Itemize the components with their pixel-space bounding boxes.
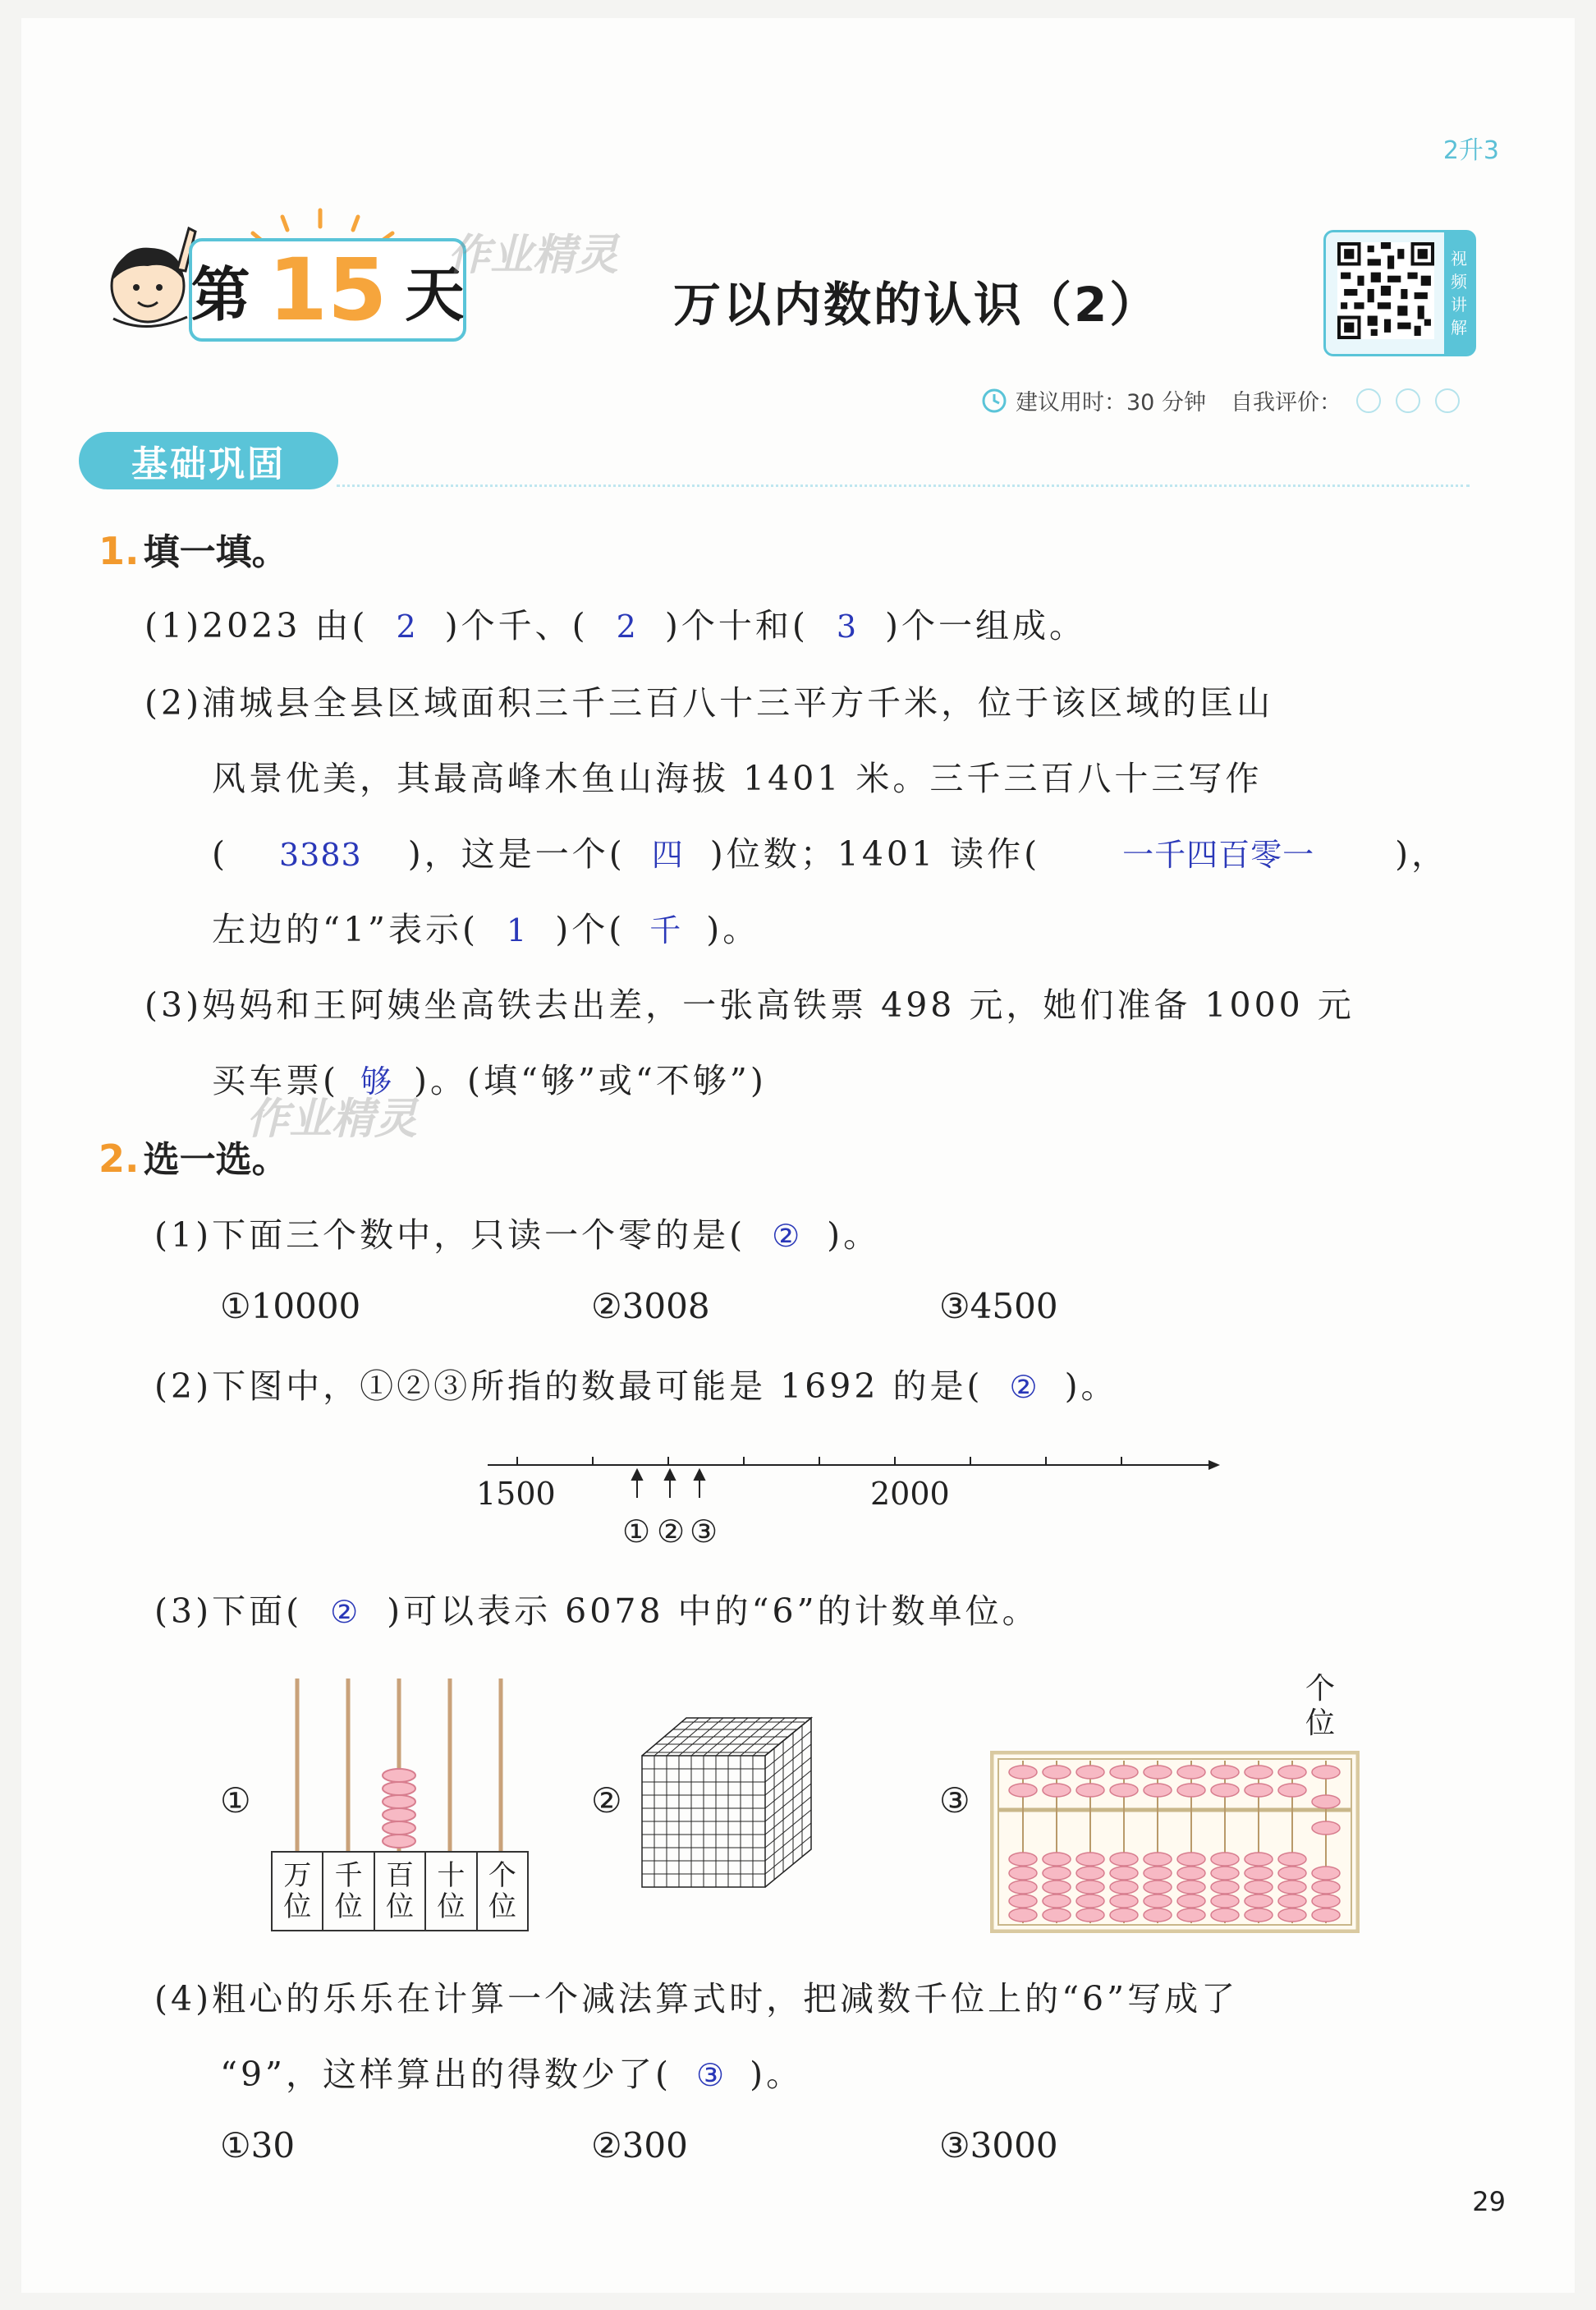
watermark: 作业精灵: [246, 1095, 418, 1144]
smiley-face-icon[interactable]: [1356, 388, 1381, 413]
self-eval-label: 自我评价：: [1230, 390, 1341, 416]
abacus-bead: [1110, 1853, 1138, 1866]
abacus-bead: [1278, 1784, 1306, 1797]
numberline-label-1500: 1500: [476, 1476, 556, 1512]
marker-2: ②: [657, 1513, 686, 1550]
abacus-bead: [1177, 1766, 1205, 1779]
time-hint-bar: [981, 384, 1460, 416]
abacus-bead: [1177, 1881, 1205, 1894]
answer: 2: [616, 608, 637, 645]
abacus-bead: [1076, 1894, 1104, 1908]
neutral-face-icon[interactable]: [1396, 388, 1420, 413]
abacus-bead: [1211, 1867, 1239, 1880]
abacus-bead: [1312, 1821, 1340, 1835]
abacus-bead: [1211, 1853, 1239, 1866]
q2-p4-option-1[interactable]: ①30: [220, 2125, 296, 2165]
abacus-bead: [1245, 1867, 1273, 1880]
section-tag: 基础巩固: [79, 432, 338, 489]
q2-p4-option-2[interactable]: ②300: [591, 2125, 688, 2165]
q2-p1-option-2[interactable]: ②3008: [591, 1286, 710, 1326]
abacus-bead: [1144, 1853, 1172, 1866]
abacus-bead: [1043, 1784, 1071, 1797]
q2-part4-line2: “9”，这样算出的得数少了( ③ )。: [220, 2055, 804, 2094]
q2-p1-option-1[interactable]: ①10000: [220, 1286, 361, 1326]
abacus-bead: [1278, 1908, 1306, 1922]
answer: 3: [836, 608, 858, 645]
answer: 够: [360, 1063, 393, 1100]
q1-part2-line4: 左边的“1”表示( 1 )个( 千 )。: [212, 910, 760, 949]
abacus-bead: [1312, 1766, 1340, 1779]
abacus-bead: [1177, 1867, 1205, 1880]
abacus-bead: [1043, 1908, 1071, 1922]
q1-part2-line1: (2)浦城县全县区域面积三千三百八十三平方千米，位于该区域的匡山: [144, 683, 1274, 723]
abacus-bead: [1245, 1908, 1273, 1922]
grade-label: 2升3: [1442, 136, 1499, 165]
abacus-bead: [1245, 1853, 1273, 1866]
abacus-bead: [1043, 1881, 1071, 1894]
suanpan-abacus-icon: [990, 1751, 1360, 1933]
q1-part2-line2: 风景优美，其最高峰木鱼山海拔 1401 米。三千三百八十三写作: [212, 759, 1263, 798]
abacus-bead: [1144, 1894, 1172, 1908]
q1-part2-line3: ( 3383 )，这是一个( 四 )位数；1401 读作( 一千四百零一 )，: [212, 834, 1449, 874]
watermark: 作业精灵: [447, 231, 619, 280]
abacus-bead: [1278, 1894, 1306, 1908]
abacus-bead: [1177, 1784, 1205, 1797]
place-value-table: 万 位 千 位 百 位 十 位 个 位: [271, 1851, 529, 1931]
qr-code-icon[interactable]: [1337, 242, 1434, 339]
abacus-bead: [1211, 1894, 1239, 1908]
answer: 千: [649, 912, 682, 948]
abacus-bead: [1009, 1881, 1037, 1894]
numberline-label-2000: 2000: [870, 1476, 950, 1512]
q2-part1: (1)下面三个数中，只读一个零的是( ② )。: [154, 1215, 881, 1255]
abacus-bead: [1009, 1867, 1037, 1880]
day-suffix: 天: [405, 259, 465, 329]
abacus-bead: [1177, 1908, 1205, 1922]
answer: 一千四百零一: [1122, 837, 1315, 873]
abacus-bead: [1009, 1784, 1037, 1797]
abacus-bead: [1043, 1766, 1071, 1779]
abacus-bead: [1144, 1766, 1172, 1779]
abacus-bead: [1278, 1867, 1306, 1880]
abacus-bead: [1043, 1894, 1071, 1908]
answer: ③: [696, 2057, 726, 2093]
answer: 四: [651, 837, 684, 873]
abacus-bead: [1312, 1894, 1340, 1908]
boy-mascot-icon: [97, 212, 204, 343]
abacus-bead: [1009, 1853, 1037, 1866]
clock-icon: [981, 388, 1007, 414]
abacus-bead: [1245, 1784, 1273, 1797]
abacus-bead: [1245, 1881, 1273, 1894]
abacus-bead: [1144, 1908, 1172, 1922]
abacus-bead: [1144, 1881, 1172, 1894]
abacus-bead: [1110, 1908, 1138, 1922]
section-divider: [337, 485, 1470, 487]
abacus-bead: [1009, 1894, 1037, 1908]
abacus-bead: [1110, 1867, 1138, 1880]
ones-place-label: 个 位: [1305, 1672, 1336, 1740]
abacus-bead: [1110, 1766, 1138, 1779]
answer: ②: [330, 1594, 360, 1630]
abacus-bead: [1009, 1766, 1037, 1779]
page-number: 29: [1472, 2186, 1506, 2217]
abacus-bead: [1110, 1894, 1138, 1908]
abacus-bead: [1076, 1908, 1104, 1922]
abacus-bead: [1312, 1881, 1340, 1894]
abacus-bead: [1177, 1894, 1205, 1908]
number-line: [476, 1440, 1231, 1555]
abacus-bead: [1043, 1867, 1071, 1880]
q1-part3-line1: (3)妈妈和王阿姨坐高铁去出差，一张高铁票 498 元，她们准备 1000 元: [144, 985, 1355, 1025]
abacus-bead: [1211, 1908, 1239, 1922]
abacus-bead: [1245, 1766, 1273, 1779]
abacus-bead: [1245, 1894, 1273, 1908]
day-number: 15: [268, 240, 388, 340]
page-title: 万以内数的认识（2）: [673, 277, 1160, 333]
abacus-bead: [1278, 1881, 1306, 1894]
abacus-bead: [1211, 1784, 1239, 1797]
day-prefix: 第: [190, 259, 250, 329]
q2-p3-option-1[interactable]: ①: [220, 1780, 251, 1821]
answer: ②: [772, 1218, 801, 1254]
q2-p4-option-3[interactable]: ③3000: [939, 2125, 1058, 2165]
thousand-cube-icon: [639, 1715, 814, 1895]
answer: ②: [1009, 1369, 1039, 1405]
time-hint: 建议用时：30 分钟: [1016, 390, 1206, 416]
video-explain-label: 视 频 讲 解: [1444, 232, 1474, 354]
q2-p3-option-3[interactable]: ③: [939, 1780, 970, 1821]
abacus-bead: [1076, 1784, 1104, 1797]
answer: 3383: [279, 837, 362, 873]
abacus-bead: [1312, 1867, 1340, 1880]
abacus-bead: [1211, 1766, 1239, 1779]
abacus-bead: [1312, 1795, 1340, 1808]
abacus-bead: [1278, 1766, 1306, 1779]
marker-1: ①: [622, 1513, 651, 1550]
counting-rod-abacus-icon: [271, 1672, 525, 1853]
q2-part2: (2)下图中，①②③所指的数最可能是 1692 的是( ② )。: [154, 1366, 1118, 1406]
abacus-bead: [1144, 1867, 1172, 1880]
q2-p1-option-3[interactable]: ③4500: [939, 1286, 1058, 1326]
marker-3: ③: [690, 1513, 718, 1550]
abacus-bead: [1110, 1784, 1138, 1797]
abacus-bead: [1211, 1881, 1239, 1894]
q2-part4-line1: (4)粗心的乐乐在计算一个减法算式时，把减数千位上的“6”写成了: [154, 1979, 1239, 2018]
abacus-bead: [1177, 1853, 1205, 1866]
abacus-bead: [1043, 1853, 1071, 1866]
abacus-bead: [1076, 1881, 1104, 1894]
q1-part1: (1)2023 由( 2 )个千、( 2 )个十和( 3 )个一组成。: [144, 606, 1087, 645]
qr-code-box[interactable]: [1323, 230, 1476, 356]
day-badge: [189, 238, 466, 342]
q2-p3-option-2[interactable]: ②: [591, 1780, 622, 1821]
abacus-bead: [1009, 1908, 1037, 1922]
answer: 1: [507, 912, 528, 948]
abacus-bead: [1312, 1908, 1340, 1922]
abacus-bead: [1076, 1766, 1104, 1779]
q1-part3-line2: 买车票( 够 )。(填“够”或“不够”): [212, 1061, 767, 1100]
abacus-bead: [1076, 1867, 1104, 1880]
q2-heading: 2. 选一选。: [99, 1137, 288, 1181]
abacus-bead: [1110, 1881, 1138, 1894]
abacus-bead: [1144, 1784, 1172, 1797]
q1-heading: 1. 填一填。: [99, 529, 288, 573]
q2-part3: (3)下面( ② )可以表示 6078 中的“6”的计数单位。: [154, 1591, 1039, 1631]
sad-face-icon[interactable]: [1435, 388, 1460, 413]
abacus-bead: [1278, 1853, 1306, 1866]
answer: 2: [396, 608, 417, 645]
abacus-bead: [1076, 1853, 1104, 1866]
